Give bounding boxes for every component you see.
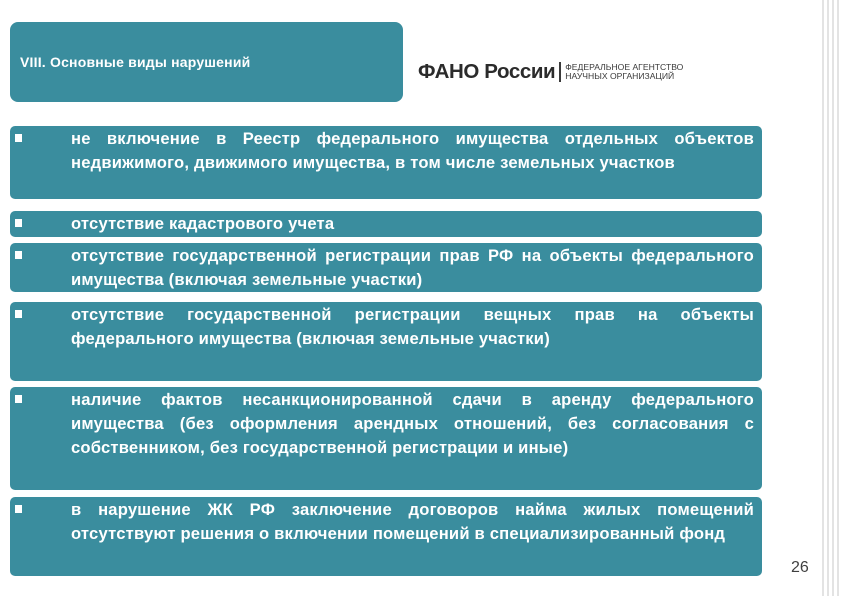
page-number: 26 (791, 559, 809, 576)
bullet-square-icon (15, 219, 22, 227)
list-item-text: наличие фактов несанкционированной сдачи в аренду федерального имущества (без оформления арендных отношений, без согласования с собственником, без государственной регистрации и иные) (71, 390, 754, 457)
bullet-square-icon (15, 134, 22, 142)
list-item (10, 302, 762, 381)
list-item (10, 243, 762, 292)
bullet-square-icon (15, 395, 22, 403)
bullet-square-icon (15, 251, 22, 259)
logo-subtitle-line2: НАУЧНЫХ ОРГАНИЗАЦИЙ (565, 71, 675, 81)
list-item-text: отсутствие государственной регистрации прав РФ на объекты федерального имущества (включая земельные участки) (71, 246, 754, 289)
logo-name: ФАНО России (418, 60, 556, 83)
list-item (10, 497, 762, 576)
list-item-text: в нарушение ЖК РФ заключение договоров найма жилых помещений отсутствуют решения о включении помещений в специализированный фонд (71, 500, 754, 543)
logo-subtitle (565, 63, 683, 81)
slide-title: VIII. Основные виды нарушений (20, 54, 251, 70)
decorative-side-stripes (822, 0, 842, 596)
list-item (10, 211, 762, 237)
list-item (10, 387, 762, 490)
logo-subtitle-line1: ФЕДЕРАЛЬНОЕ АГЕНТСТВО (565, 62, 684, 72)
bullet-square-icon (15, 505, 22, 513)
list-item-text: отсутствие кадастрового учета (71, 214, 335, 233)
list-item-text: отсутствие государственной регистрации вещных прав на объекты федерального имущества (включая земельные участки) (71, 305, 754, 348)
list-item-text: не включение в Реестр федерального имущества отдельных объектов недвижимого, движимого имущества, в том числе земельных участков (71, 129, 754, 172)
logo-separator (559, 62, 561, 82)
fano-logo (418, 60, 683, 84)
list-item (10, 126, 762, 199)
bullet-square-icon (15, 310, 22, 318)
